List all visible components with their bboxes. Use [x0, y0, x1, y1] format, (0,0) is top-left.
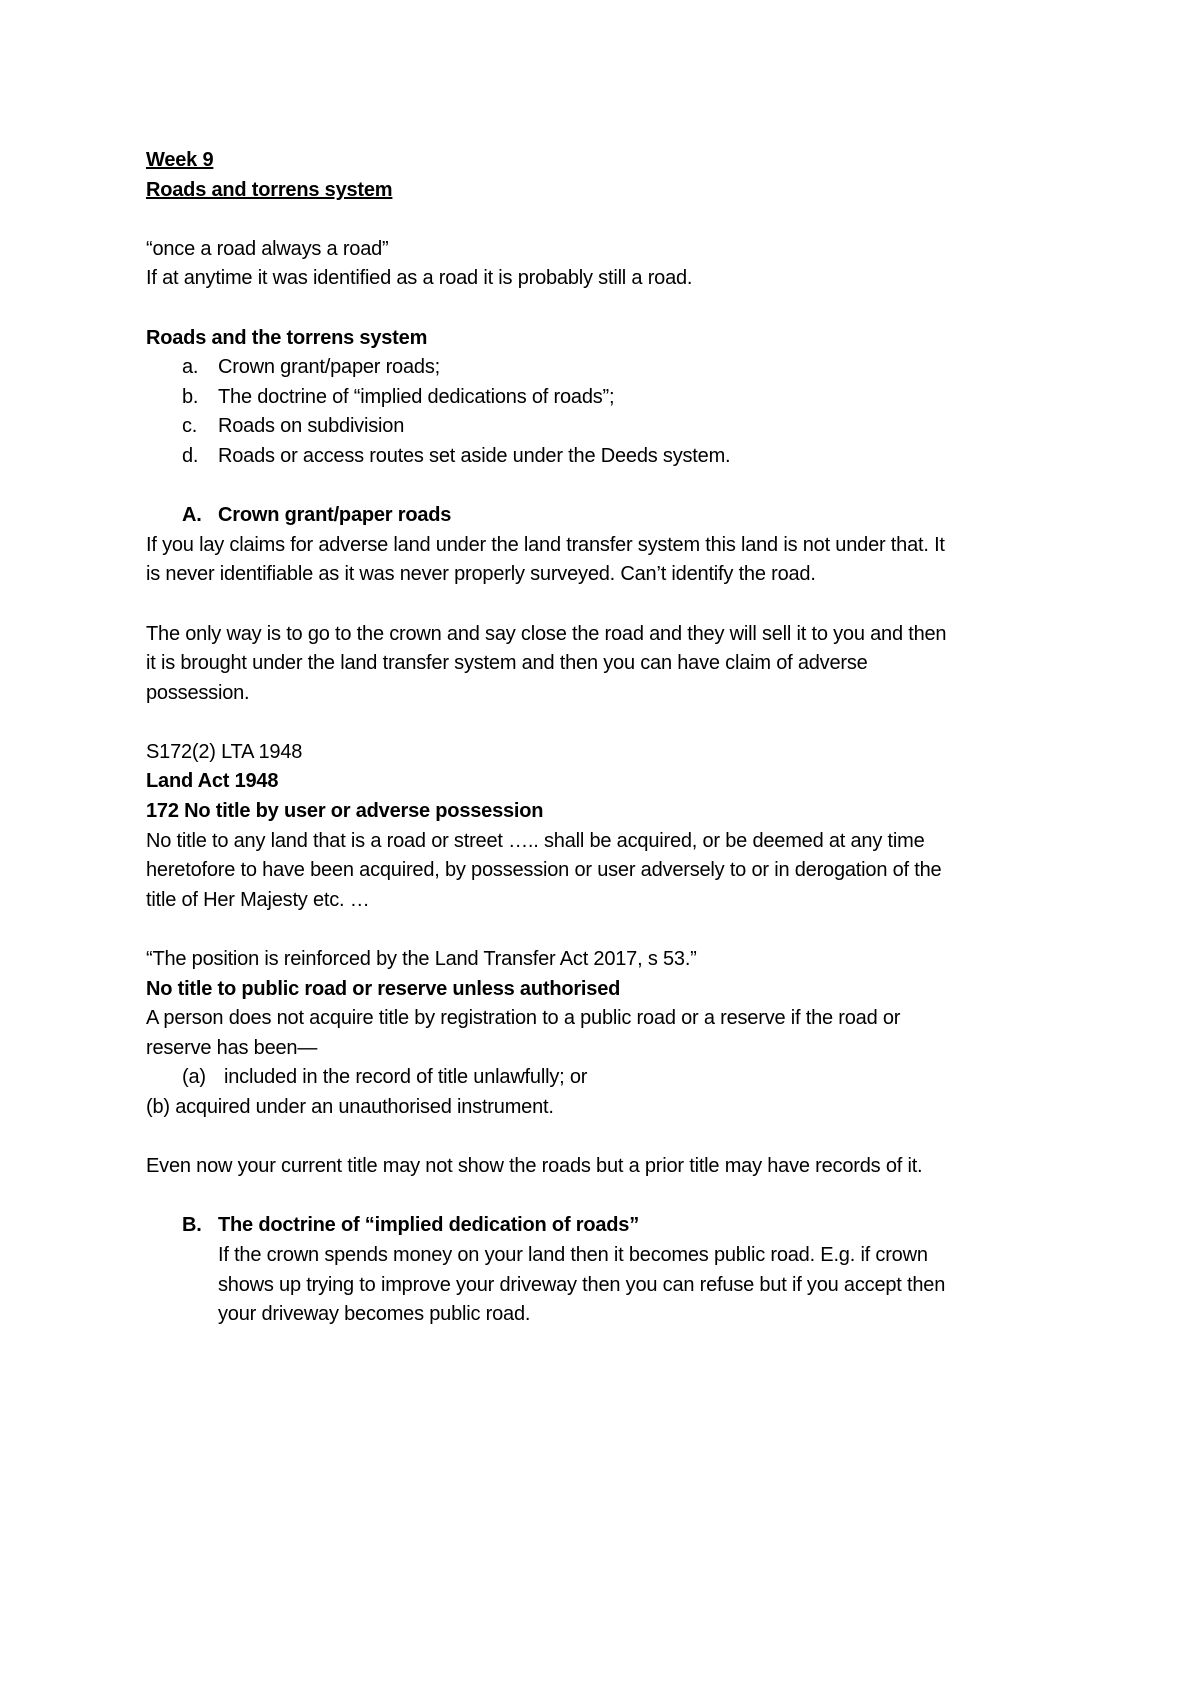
statute-list-item-b: (b) acquired under an unauthorised instrument. [146, 1096, 554, 1118]
list-text: Crown grant/paper roads; [218, 356, 440, 379]
spacer [146, 590, 1076, 620]
note-text: Even now your current title may not show the roads but a prior title may have records of it. [146, 1155, 923, 1178]
spacer [146, 915, 1076, 945]
list-text: The doctrine of “implied dedications of roads”; [218, 385, 615, 408]
list-marker: d. [182, 444, 199, 467]
section-a-heading [146, 501, 1076, 531]
section-a-paragraph-line: is never identifiable as it was never properly surveyed. Can’t identify the road. [146, 563, 816, 586]
section-b-heading [146, 1211, 1076, 1241]
subject-heading: Roads and torrens system [146, 178, 393, 201]
list-marker: (a) [182, 1066, 206, 1089]
section-title: Crown grant/paper roads [218, 504, 452, 527]
spacer [146, 708, 1076, 738]
spacer [146, 472, 1076, 502]
overview-heading: Roads and the torrens system [146, 326, 428, 349]
reinforcement-quote: “The position is reinforced by the Land Transfer Act 2017, s 53.” [146, 948, 697, 971]
intro-explanation: If at anytime it was identified as a road it is probably still a road. [146, 267, 693, 290]
list-marker: c. [182, 415, 198, 438]
section-b-paragraph-line: shows up trying to improve your driveway then you can refuse but if you accept then [218, 1273, 946, 1296]
statute-section-heading: 172 No title by user or adverse possession [146, 800, 544, 823]
statute-text-line: heretofore to have been acquired, by possession or user adversely to or in derogation of the [146, 859, 942, 882]
spacer [146, 1182, 1076, 1212]
statute-text-line: No title to any land that is a road or street ….. shall be acquired, or be deemed at any time [146, 829, 925, 852]
spacer [146, 1123, 1076, 1153]
week-heading: Week 9 [146, 149, 214, 171]
list-text: included in the record of title unlawfully; or [224, 1066, 588, 1089]
statute-list-item [146, 1063, 1076, 1093]
overview-list-item [146, 383, 1076, 413]
statute-text-line: reserve has been— [146, 1036, 318, 1059]
section-a-paragraph-line: possession. [146, 681, 250, 704]
statute-section-heading: No title to public road or reserve unless authorised [146, 977, 621, 1000]
list-marker: b. [182, 385, 199, 408]
section-a-paragraph-line: The only way is to go to the crown and say close the road and they will sell it to you and then [146, 622, 947, 645]
overview-list-item [146, 442, 1076, 472]
intro-quote: “once a road always a road” [146, 237, 389, 260]
statute-text-line: A person does not acquire title by registration to a public road or a reserve if the road or [146, 1007, 901, 1030]
spacer [146, 205, 1076, 235]
section-title: The doctrine of “implied dedication of roads” [218, 1214, 640, 1237]
overview-list-item [146, 353, 1076, 383]
overview-list-item [146, 412, 1076, 442]
statute-citation: S172(2) LTA 1948 [146, 740, 303, 763]
section-b-paragraph-line: your driveway becomes public road. [218, 1303, 531, 1326]
list-text: Roads or access routes set aside under the Deeds system. [218, 444, 731, 467]
section-a-paragraph-line: If you lay claims for adverse land under the land transfer system this land is not under that. It [146, 533, 945, 556]
document-body [146, 146, 1076, 1330]
statute-text-line: title of Her Majesty etc. … [146, 888, 370, 911]
list-text: Roads on subdivision [218, 415, 405, 438]
spacer [146, 294, 1076, 324]
act-title: Land Act 1948 [146, 770, 279, 793]
section-a-paragraph-line: it is brought under the land transfer system and then you can have claim of adverse [146, 652, 868, 675]
section-marker: A. [182, 504, 202, 527]
list-marker: a. [182, 356, 199, 379]
section-marker: B. [182, 1214, 202, 1237]
section-b-paragraph-line: If the crown spends money on your land then it becomes public road. E.g. if crown [218, 1243, 928, 1266]
